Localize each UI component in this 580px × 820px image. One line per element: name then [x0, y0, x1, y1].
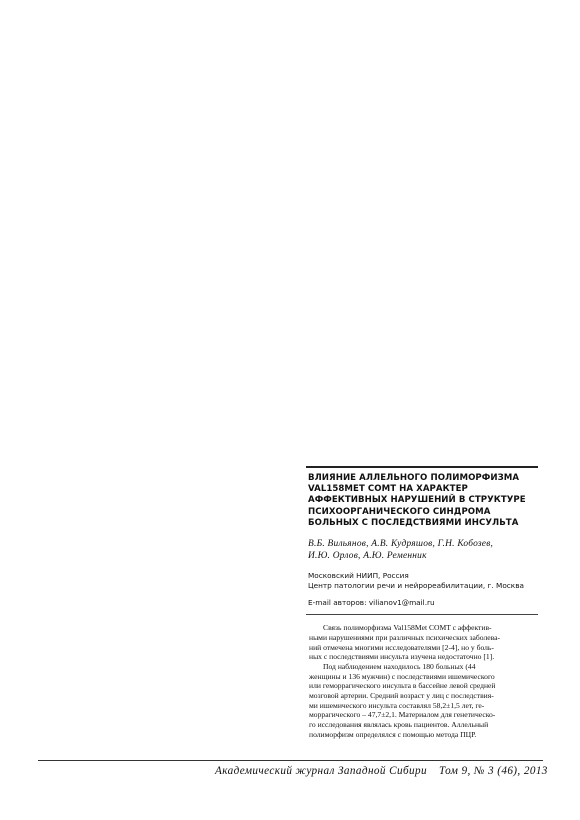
authors-line: В.Б. Вильянов, А.В. Кудряшов, Г.Н. Кобозев, — [308, 539, 494, 550]
title-top-rule — [306, 466, 538, 468]
body-line: ными нарушениями при различных психических заболева- — [309, 633, 501, 643]
article-authors — [308, 539, 538, 562]
body-line: ми ишемического инсульта составлял 58,2±1,5 лет, ге- — [309, 700, 485, 710]
body-line: Связь полиморфизма Val158Met COMT с аффектив- — [323, 623, 492, 633]
article-block — [306, 466, 538, 739]
journal-name: Академический журнал Западной Сибири — [215, 765, 427, 777]
journal-volume: Том 9, № 3 (46), 2013 — [438, 765, 548, 777]
body-line: Под наблюдением находилось 180 больных (44 — [323, 662, 476, 672]
body-line: мозговой артерии. Средний возраст у лиц с последствия- — [309, 691, 494, 701]
journal-footer — [215, 765, 548, 777]
body-line: полиморфизм определялся с помощью метода ПЦР. — [309, 729, 477, 739]
body-line: или геморрагического инсульта в бассейне левой средней — [309, 681, 496, 691]
body-line: ных с последствиями инсульта изучена недостаточно [1]. — [309, 652, 495, 662]
title-line: ПСИХООРГАНИЧЕСКОГО СИНДРОМА — [308, 506, 491, 517]
title-line: БОЛЬНЫХ С ПОСЛЕДСТВИЯМИ ИНСУЛЬТА — [308, 517, 519, 528]
body-line: го исследования являлась кровь пациентов. Аллельный — [309, 719, 489, 729]
abstract-body — [309, 623, 538, 739]
title-line: ВЛИЯНИЕ АЛЛЕЛЬНОГО ПОЛИМОРФИЗМА — [308, 473, 520, 483]
title-line: VAL158MET COMT НА ХАРАКТЕР — [308, 484, 468, 495]
authors-line: И.Ю. Орлов, А.Ю. Ременник — [308, 550, 427, 561]
body-line: ний отмечена многими исследователями [2-4], но у боль- — [309, 642, 494, 652]
title-line: АФФЕКТИВНЫХ НАРУШЕНИЙ В СТРУКТУРЕ — [308, 495, 526, 506]
author-email: E-mail авторов: vilianov1@mail.ru — [308, 598, 435, 608]
body-line: женщины и 136 мужчин) с последствиями ишемического — [309, 671, 495, 681]
affiliations — [308, 571, 538, 591]
affiliation-line: Центр патологии речи и нейрореабилитации, г. Москва — [308, 581, 524, 591]
article-title — [308, 473, 538, 529]
header-divider — [306, 614, 538, 615]
body-line: моррагического – 47,7±2,1. Материалом для генетическо- — [309, 710, 496, 720]
footer-rule — [38, 760, 543, 761]
affiliation-line: Московский НИИП, Россия — [308, 571, 409, 581]
